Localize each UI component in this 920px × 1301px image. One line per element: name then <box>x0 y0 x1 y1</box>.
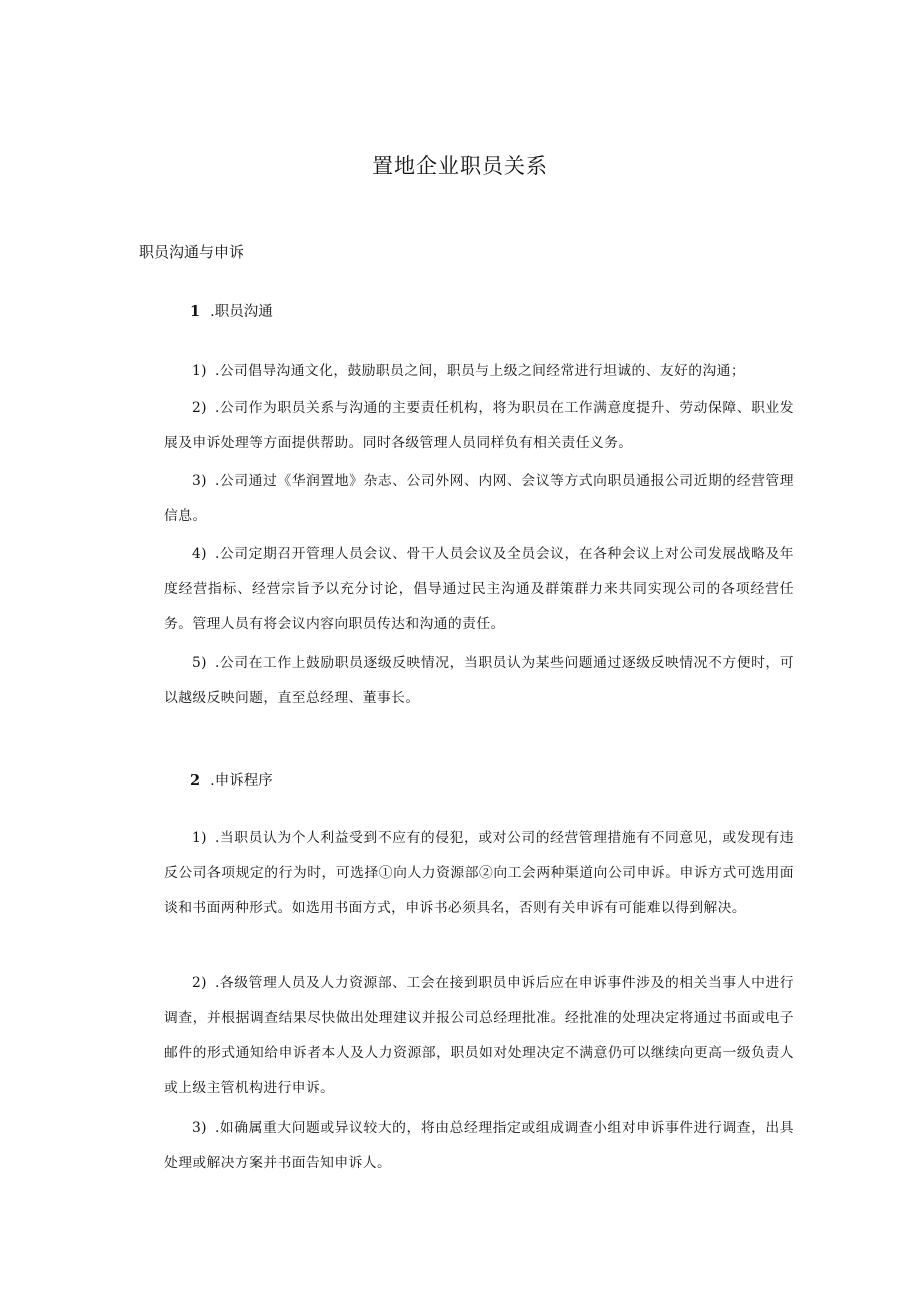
item-text: .公司在工作上鼓励职员逐级反映情况，当职员认为某些问题通过逐级反映情况不方便时，可以越级反映问题，直至总经理、董事长。 <box>164 655 794 706</box>
item-text: .公司通过《华润置地》杂志、公司外网、内网、会议等方式向职员通报公司近期的经营管理信息。 <box>164 473 794 524</box>
list-item <box>164 821 794 926</box>
subsection-number: 1 <box>190 303 201 320</box>
subsection-title: .职员沟通 <box>210 304 273 320</box>
section-heading: 职员沟通与申诉 <box>139 243 245 261</box>
list-item <box>164 464 794 534</box>
list-item <box>164 537 794 642</box>
item-number: 3) <box>192 473 207 489</box>
item-number: 2) <box>192 975 207 991</box>
page-title: 置地企业职员关系 <box>372 154 548 178</box>
subsection-heading-appeal <box>190 769 273 793</box>
item-text: .公司倡导沟通文化，鼓励职员之间，职员与上级之间经常进行坦诚的、友好的沟通； <box>214 363 746 379</box>
list-item <box>164 1111 794 1181</box>
item-number: 3) <box>192 1120 207 1136</box>
subsection-number: 2 <box>190 772 201 789</box>
item-text: .如确属重大问题或异议较大的，将由总经理指定或组成调查小组对申诉事件进行调查，出具处理或解决方案并书面告知申诉人。 <box>164 1120 794 1171</box>
item-number: 4) <box>192 546 207 562</box>
list-item <box>164 966 794 1106</box>
item-number: 5) <box>192 655 207 671</box>
item-text: .公司作为职员关系与沟通的主要责任机构，将为职员在工作满意度提升、劳动保障、职业发展及申诉处理等方面提供帮助。同时各级管理人员同样负有相关责任义务。 <box>164 400 794 451</box>
item-text: .各级管理人员及人力资源部、工会在接到职员申诉后应在申诉事件涉及的相关当事人中进行调查，并根据调查结果尽快做出处理建议并报公司总经理批准。经批准的处理决定将通过书面或电子邮件的形式通知给申诉者本人及人力资源部，职员如对处理决定不满意仍可以继续向更高一级负责人或上级主管机构进行申诉。 <box>164 975 794 1096</box>
item-text: .当职员认为个人利益受到不应有的侵犯，或对公司的经营管理措施有不同意见，或发现有违反公司各项规定的行为时，可选择①向人力资源部②向工会两种渠道向公司申诉。申诉方式可选用面谈和书面两种形式。如选用书面方式，申诉书必须具名，否则有关申诉有可能难以得到解决。 <box>164 830 794 916</box>
item-number: 1) <box>192 830 207 846</box>
item-number: 1) <box>192 363 207 379</box>
item-text: .公司定期召开管理人员会议、骨干人员会议及全员会议，在各种会议上对公司发展战略及年度经营指标、经营宗旨予以充分讨论，倡导通过民主沟通及群策群力来共同实现公司的各项经营任务。管理人员有将会议内容向职员传达和沟通的责任。 <box>164 546 794 632</box>
item-number: 2) <box>192 400 207 416</box>
list-item <box>164 646 794 716</box>
list-item <box>164 354 794 389</box>
subsection-title: .申诉程序 <box>210 773 273 789</box>
list-item <box>164 391 794 461</box>
subsection-heading-communication <box>190 300 273 324</box>
